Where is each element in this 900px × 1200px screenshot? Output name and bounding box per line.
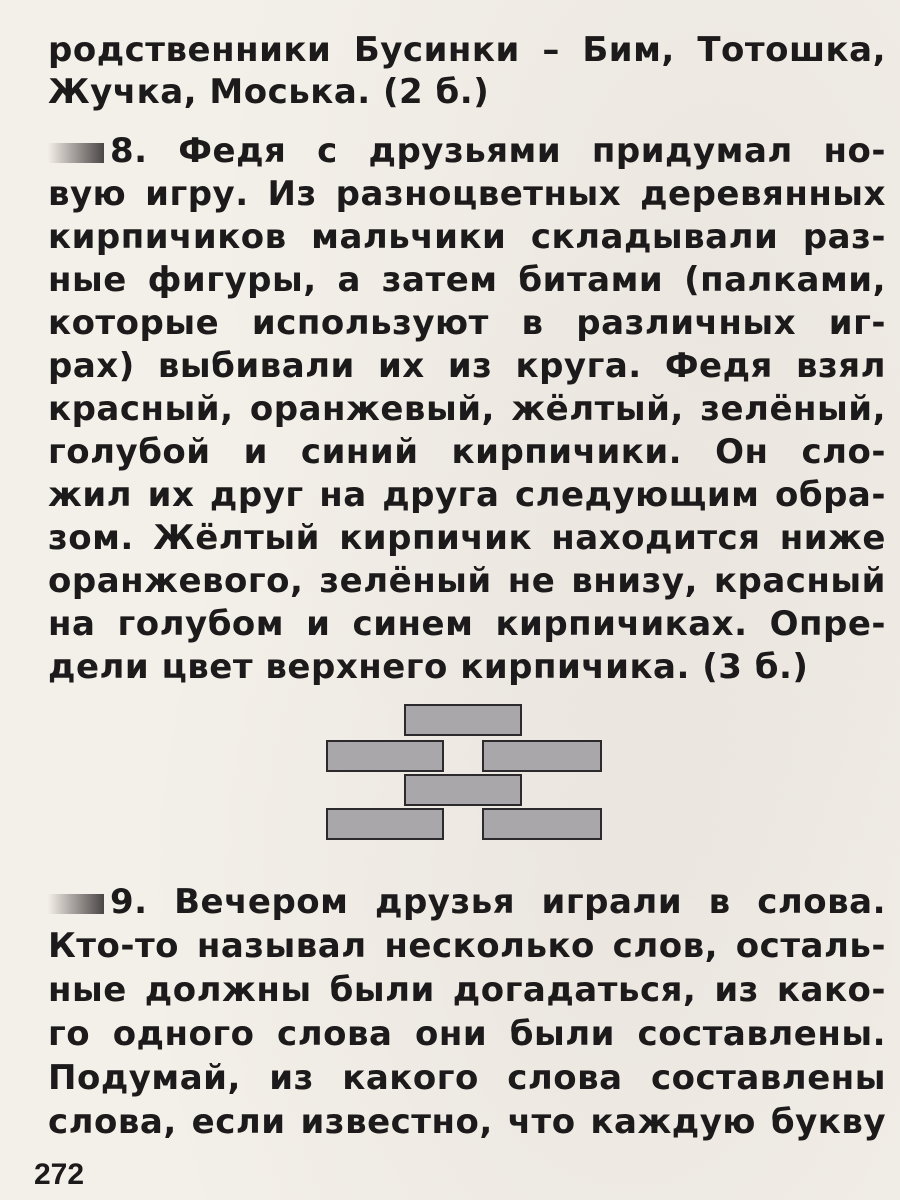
task8-line-2: вую игру. Из разноцветных деревянных — [48, 174, 886, 214]
intro-line-2: Жучка, Моська. (2 б.) — [48, 72, 490, 112]
task8-line-5: которые используют в различных иг- — [48, 303, 886, 343]
task8-line-11: оранжевого, зелёный не внизу, красный — [48, 561, 886, 601]
brick-top — [404, 704, 522, 736]
task9-line-3: ные должны были догадаться, из како- — [48, 970, 886, 1010]
brick-left-middle — [326, 740, 444, 772]
task9-line-1 — [48, 882, 886, 922]
task8-line-10: зом. Жёлтый кирпичик находится ниже — [48, 518, 886, 558]
task9-line-2: Кто-то называл несколько слов, осталь- — [48, 926, 886, 966]
task8-line-1 — [48, 131, 886, 171]
task9-line-5: Подумай, из какого слова составлены — [48, 1058, 886, 1098]
brick-figure — [326, 704, 602, 844]
task9-first-text: 9. Вечером друзья играли в слова. — [110, 882, 886, 922]
task8-line-6: рах) выбивали их из круга. Федя взял — [48, 346, 886, 386]
task8-line-9: жил их друг на друга следующим обра- — [48, 475, 886, 515]
task8-line-12: на голубом и синем кирпичиках. Опре- — [48, 604, 886, 644]
task9-line-6: слова, если известно, что каждую букву — [48, 1102, 886, 1142]
page-number: 272 — [34, 1158, 85, 1191]
task-marker-icon — [48, 894, 104, 914]
brick-bottom-right — [482, 808, 602, 840]
task8-line-7: красный, оранжевый, жёлтый, зелёный, — [48, 389, 886, 429]
task8-line-13: дели цвет верхнего кирпичика. (3 б.) — [48, 647, 809, 687]
brick-right-middle — [482, 740, 602, 772]
task8-first-text: 8. Федя с друзьями придумал но- — [110, 131, 886, 171]
brick-bottom-left — [326, 808, 444, 840]
task-marker-icon — [48, 143, 104, 163]
task8-line-4: ные фигуры, а затем битами (палками, — [48, 260, 886, 300]
task8-line-3: кирпичиков мальчики складывали раз- — [48, 217, 886, 257]
task9-line-4: го одного слова они были составлены. — [48, 1014, 886, 1054]
brick-center-lower — [404, 774, 522, 806]
task8-line-8: голубой и синий кирпичики. Он сло- — [48, 432, 886, 472]
intro-line-1: родственники Бусинки – Бим, Тотошка, — [48, 30, 886, 70]
